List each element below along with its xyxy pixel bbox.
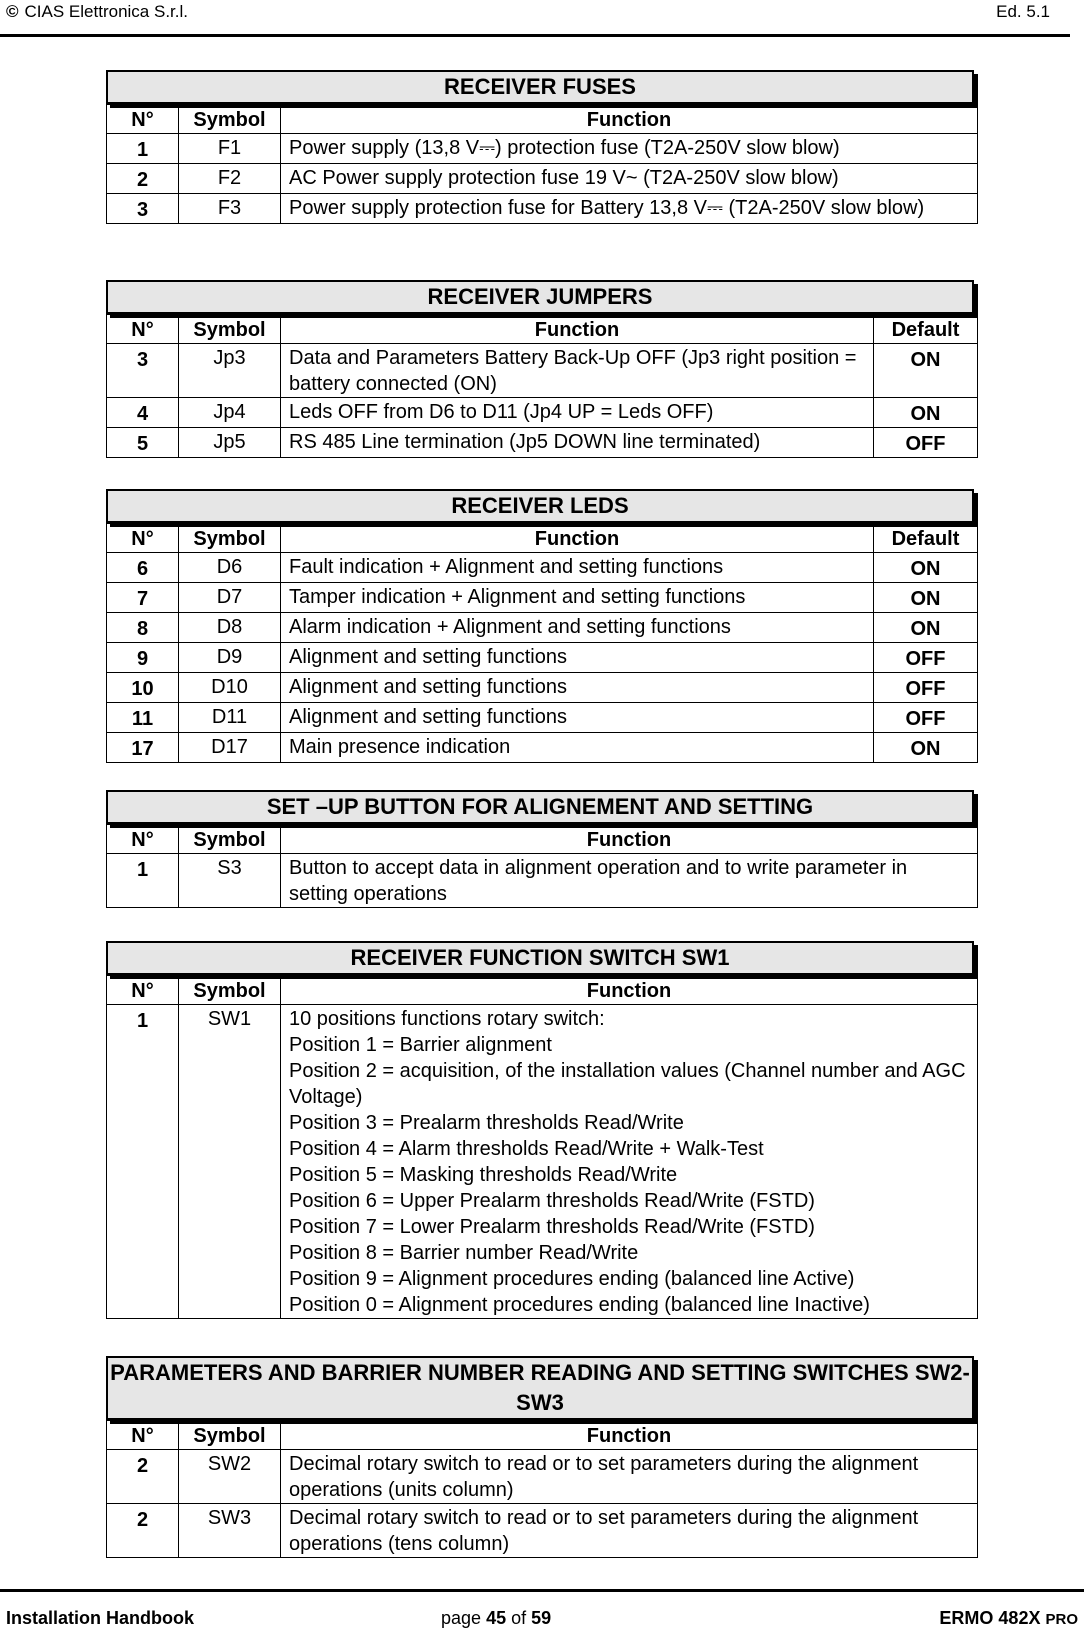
row-default: OFF	[874, 673, 978, 703]
product-suffix: PRO	[1045, 1611, 1078, 1628]
setup-button-title: SET –UP BUTTON FOR ALIGNEMENT AND SETTING	[106, 790, 974, 824]
row-default: ON	[874, 583, 978, 613]
row-function: Power supply protection fuse for Battery 13,8 V⎓ (T2A-250V slow blow)	[281, 194, 978, 224]
col-function: Function	[281, 315, 874, 344]
row-function: AC Power supply protection fuse 19 V~ (T2A-250V slow blow)	[281, 164, 978, 194]
row-function: Alignment and setting functions	[281, 643, 874, 673]
switch-line: Position 1 = Barrier alignment	[289, 1034, 552, 1056]
col-function: Function	[281, 976, 978, 1005]
row-symbol: F2	[179, 164, 281, 194]
row-symbol: D10	[179, 673, 281, 703]
col-n: N°	[107, 524, 179, 553]
page-of: of	[511, 1608, 527, 1628]
row-function	[281, 1005, 978, 1319]
copyright-symbol: ©	[6, 2, 19, 21]
table-row	[107, 643, 978, 673]
setup-button-table	[106, 824, 978, 908]
row-symbol: Jp3	[179, 344, 281, 398]
row-symbol: D6	[179, 553, 281, 583]
row-function: Main presence indication	[281, 733, 874, 763]
switch-line: Position 0 = Alignment procedures ending (balanced line Inactive)	[289, 1294, 870, 1316]
col-symbol: Symbol	[179, 105, 281, 134]
header-company	[6, 2, 188, 22]
row-n: 3	[107, 344, 179, 398]
row-n: 8	[107, 613, 179, 643]
switch-line: Position 2 = acquisition, of the installation values (Channel number and AGC Voltage)	[289, 1060, 966, 1108]
row-function: Decimal rotary switch to read or to set parameters during the alignment operations (tens column)	[281, 1504, 978, 1558]
row-n: 1	[107, 1005, 179, 1319]
page-prefix: page	[441, 1608, 482, 1628]
jumpers-table	[106, 314, 978, 458]
row-symbol: D11	[179, 703, 281, 733]
row-function: Decimal rotary switch to read or to set parameters during the alignment operations (units column)	[281, 1450, 978, 1504]
row-default: ON	[874, 398, 978, 428]
row-n: 3	[107, 194, 179, 224]
row-n: 2	[107, 1504, 179, 1558]
table-header-row	[107, 976, 978, 1005]
col-n: N°	[107, 825, 179, 854]
row-default: ON	[874, 733, 978, 763]
col-n: N°	[107, 315, 179, 344]
table-header-row	[107, 105, 978, 134]
page-header	[0, 0, 1070, 37]
table-row	[107, 613, 978, 643]
table-row	[107, 1005, 978, 1319]
param-switches-table	[106, 1420, 978, 1558]
col-symbol: Symbol	[179, 524, 281, 553]
row-n: 1	[107, 854, 179, 908]
table-header-row	[107, 825, 978, 854]
row-function: RS 485 Line termination (Jp5 DOWN line terminated)	[281, 428, 874, 458]
row-n: 10	[107, 673, 179, 703]
col-default: Default	[874, 524, 978, 553]
edition: Ed. 5.1	[996, 2, 1050, 21]
row-function: Alignment and setting functions	[281, 703, 874, 733]
col-n: N°	[107, 1421, 179, 1450]
row-n: 7	[107, 583, 179, 613]
row-n: 9	[107, 643, 179, 673]
col-symbol: Symbol	[179, 315, 281, 344]
row-function: Tamper indication + Alignment and setting functions	[281, 583, 874, 613]
row-symbol: F1	[179, 134, 281, 164]
fuses-table	[106, 104, 978, 224]
row-default: ON	[874, 613, 978, 643]
table-row	[107, 553, 978, 583]
leds-title: RECEIVER LEDS	[106, 489, 974, 523]
row-symbol: F3	[179, 194, 281, 224]
page-number	[441, 1608, 551, 1629]
switch-line: Position 6 = Upper Prealarm thresholds Read/Write (FSTD)	[289, 1190, 815, 1212]
table-row	[107, 1504, 978, 1558]
jumpers-section	[106, 280, 978, 458]
table-row	[107, 854, 978, 908]
row-symbol: D17	[179, 733, 281, 763]
col-n: N°	[107, 976, 179, 1005]
table-row	[107, 1450, 978, 1504]
row-symbol: Jp4	[179, 398, 281, 428]
row-n: 1	[107, 134, 179, 164]
row-symbol: SW3	[179, 1504, 281, 1558]
table-row	[107, 733, 978, 763]
col-function: Function	[281, 105, 978, 134]
page-footer	[0, 1589, 1084, 1631]
col-function: Function	[281, 524, 874, 553]
table-row	[107, 703, 978, 733]
col-function: Function	[281, 825, 978, 854]
switch-line: Position 4 = Alarm thresholds Read/Write + Walk-Test	[289, 1138, 764, 1160]
current-page: 45	[486, 1608, 507, 1628]
table-header-row	[107, 315, 978, 344]
col-default: Default	[874, 315, 978, 344]
company-name: CIAS Elettronica S.r.l.	[24, 2, 188, 21]
table-row	[107, 164, 978, 194]
col-symbol: Symbol	[179, 976, 281, 1005]
row-function: Fault indication + Alignment and setting functions	[281, 553, 874, 583]
jumpers-title: RECEIVER JUMPERS	[106, 280, 974, 314]
row-symbol: SW1	[179, 1005, 281, 1319]
col-n: N°	[107, 105, 179, 134]
row-function: Alignment and setting functions	[281, 673, 874, 703]
switch-line: Position 9 = Alignment procedures ending (balanced line Active)	[289, 1268, 855, 1290]
row-function: Power supply (13,8 V⎓) protection fuse (T2A-250V slow blow)	[281, 134, 978, 164]
row-symbol: S3	[179, 854, 281, 908]
row-default: OFF	[874, 703, 978, 733]
switch-line: Position 5 = Masking thresholds Read/Write	[289, 1164, 678, 1186]
row-function: Leds OFF from D6 to D11 (Jp4 UP = Leds OFF)	[281, 398, 874, 428]
table-header-row	[107, 524, 978, 553]
col-function: Function	[281, 1421, 978, 1450]
row-default: ON	[874, 553, 978, 583]
total-pages: 59	[531, 1608, 552, 1628]
param-switches-title: PARAMETERS AND BARRIER NUMBER READING AND SETTING SWITCHES SW2- SW3	[106, 1356, 974, 1420]
row-n: 6	[107, 553, 179, 583]
table-header-row	[107, 1421, 978, 1450]
row-symbol: SW2	[179, 1450, 281, 1504]
table-row	[107, 398, 978, 428]
row-symbol: D8	[179, 613, 281, 643]
row-n: 5	[107, 428, 179, 458]
row-symbol: D9	[179, 643, 281, 673]
row-symbol: D7	[179, 583, 281, 613]
leds-table	[106, 523, 978, 763]
col-symbol: Symbol	[179, 1421, 281, 1450]
leds-section	[106, 489, 978, 763]
row-n: 11	[107, 703, 179, 733]
switch-line: Position 3 = Prealarm thresholds Read/Write	[289, 1112, 684, 1134]
row-function: Alarm indication + Alignment and setting functions	[281, 613, 874, 643]
setup-button-section	[106, 790, 978, 908]
param-switches-section	[106, 1356, 978, 1558]
table-row	[107, 194, 978, 224]
row-default: OFF	[874, 643, 978, 673]
function-switch-table	[106, 975, 978, 1319]
row-n: 2	[107, 164, 179, 194]
table-row	[107, 673, 978, 703]
product-model: ERMO 482X	[939, 1608, 1041, 1628]
switch-line: Position 7 = Lower Prealarm thresholds Read/Write (FSTD)	[289, 1216, 815, 1238]
fuses-title: RECEIVER FUSES	[106, 70, 974, 104]
row-n: 4	[107, 398, 179, 428]
col-symbol: Symbol	[179, 825, 281, 854]
row-default: OFF	[874, 428, 978, 458]
function-switch-section	[106, 941, 978, 1319]
row-n: 2	[107, 1450, 179, 1504]
product-name	[939, 1608, 1078, 1629]
table-row	[107, 134, 978, 164]
fuses-section	[106, 70, 978, 224]
row-function: Data and Parameters Battery Back-Up OFF (Jp3 right position = battery connected (ON)	[281, 344, 874, 398]
table-row	[107, 344, 978, 398]
table-row	[107, 428, 978, 458]
row-default: ON	[874, 344, 978, 398]
function-switch-title: RECEIVER FUNCTION SWITCH SW1	[106, 941, 974, 975]
row-symbol: Jp5	[179, 428, 281, 458]
row-n: 17	[107, 733, 179, 763]
handbook-title: Installation Handbook	[6, 1608, 195, 1628]
table-row	[107, 583, 978, 613]
switch-line: Position 8 = Barrier number Read/Write	[289, 1242, 639, 1264]
row-function: Button to accept data in alignment operation and to write parameter in setting operations	[281, 854, 978, 908]
switch-line: 10 positions functions rotary switch:	[289, 1008, 605, 1030]
